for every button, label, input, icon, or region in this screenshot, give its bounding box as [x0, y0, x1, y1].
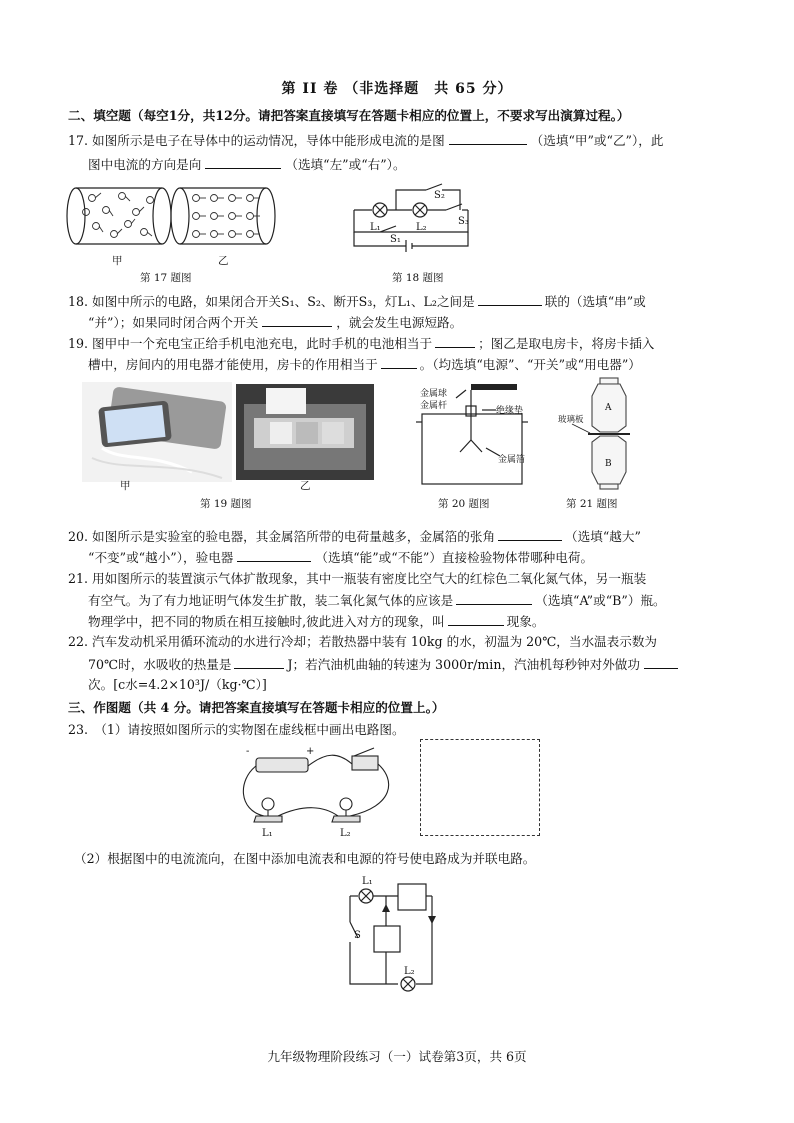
q22-text-a: 70℃时，水吸收的热量是 [88, 657, 232, 672]
part-title: 第 II 卷 （非选择题 共 65 分） [281, 81, 513, 97]
q18-line1 [68, 293, 646, 310]
q21-line1: 21. 用如图所示的装置演示气体扩散现象，其中一瓶装有密度比空气大的红棕色二氧化氮气体，另一瓶装 [68, 571, 647, 586]
q20-line1 [68, 528, 641, 545]
fig20-foil-label: 金属箔 [498, 455, 526, 465]
fig21-a-label: A [605, 403, 612, 413]
q20-text-d: （选填“能”或“不能”）直接检验物体带哪种电荷。 [315, 550, 594, 565]
q21-line3 [88, 613, 544, 630]
fig19-caption: 第 19 题图 [200, 498, 252, 510]
fig23b-circuit [336, 872, 456, 1000]
fig19-label-yi: 乙 [300, 480, 311, 492]
q17-blank-1[interactable] [449, 132, 527, 145]
q18-text-d: ，就会发生电源短路。 [336, 315, 463, 330]
fig20-pad-label: 绝缘垫 [496, 406, 524, 416]
q19-line2 [88, 356, 641, 373]
fig23b-s: S [354, 930, 361, 941]
q22-blank-2[interactable] [644, 656, 678, 669]
fig19-roomcard-photo [236, 384, 374, 480]
fig20-electroscope [412, 378, 542, 488]
fig19-powerbank-photo [82, 382, 232, 482]
q19-blank-1[interactable] [435, 335, 475, 348]
q21-text-c: 物理学中，把不同的物质在相互接触时,彼此进入对方的现象，叫 [88, 614, 445, 629]
q19-text-b: ；图乙是取电房卡，将房卡插入 [478, 336, 655, 351]
q21-text-b: （选填“A”或“B”）瓶。 [535, 593, 666, 608]
q22-line3: 次。[c水=4.2×10³J/（kg·℃）] [88, 677, 267, 692]
fig18-l1: L₁ [370, 222, 381, 233]
section3-header: 三、作图题（共 4 分。请把答案直接填写在答题卡相应的位置上。） [68, 700, 445, 715]
q21-line2 [88, 592, 666, 609]
q22-blank-1[interactable] [234, 656, 284, 669]
fig17-conductors [66, 182, 276, 264]
fig21-glass-label: 玻璃板 [558, 415, 584, 425]
fig20-rod-label: 金属杆 [420, 401, 448, 411]
fig18-caption: 第 18 题图 [392, 272, 444, 284]
q23-part2: （2）根据图中的电流流向，在图中添加电流表和电源的符号使电路成为并联电路。 [74, 851, 536, 866]
q21-blank-1[interactable] [456, 592, 532, 605]
q19-line1 [68, 335, 654, 352]
q17-line2 [88, 156, 406, 173]
fig19-label-jia: 甲 [120, 480, 131, 492]
q18-line2 [88, 314, 462, 331]
q22-text-b: J；若汽油机曲轴的转速为 3000r/min，汽油机每秒钟对外做功 [287, 657, 640, 672]
fig20-caption: 第 20 题图 [438, 498, 490, 510]
q21-blank-2[interactable] [448, 613, 504, 626]
q18-text-a: 18. 如图中所示的电路，如果闭合开关S₁、S₂、断开S₃，灯L₁、L₂之间是 [68, 294, 475, 309]
fig21-b-label: B [605, 459, 612, 469]
q17-text-d: （选填“左”或“右”）。 [285, 157, 406, 172]
fig17-label-right: 乙 [218, 255, 229, 267]
fig23a-plus: + [306, 746, 315, 757]
q20-text-b: （选填“越大” [565, 529, 641, 544]
q18-blank-2[interactable] [262, 314, 332, 327]
q18-text-c: “并”）；如果同时闭合两个开关 [88, 315, 259, 330]
q18-text-b: 联的（选填“串”或 [544, 294, 646, 309]
q19-text-a: 19. 图甲中一个充电宝正给手机电池充电，此时手机的电池相当于 [68, 336, 433, 351]
q20-line2 [88, 549, 593, 566]
q19-text-c: 槽中，房间内的用电器才能使用，房卡的作用相当于 [88, 357, 378, 372]
fig17-caption: 第 17 题图 [140, 272, 192, 284]
q17-text-c: 图中电流的方向是向 [88, 157, 202, 172]
q23-part1: 23. （1）请按照如图所示的实物图在虚线框中画出电路图。 [68, 722, 405, 737]
fig23b-l2: L₂ [404, 966, 415, 977]
fig23a-l2: L₂ [340, 828, 351, 839]
q20-text-c: “不变”或“越小”），验电器 [88, 550, 234, 565]
q20-blank-1[interactable] [498, 528, 562, 541]
q21-text-a: 有空气。为了有力地证明气体发生扩散，装二氧化氮气体的应该是 [88, 593, 454, 608]
q18-blank-1[interactable] [478, 293, 542, 306]
fig23b-l1: L₁ [362, 876, 373, 887]
fig18-circuit [350, 180, 480, 265]
fig18-s1: S₁ [390, 234, 401, 245]
q17-text-b: （选填“甲”或“乙”），此 [530, 133, 664, 148]
fig18-s2: S₂ [434, 190, 445, 201]
q19-text-d: 。（均选填“电源”、“开关”或“用电器”） [419, 357, 641, 372]
fig18-l2: L₂ [416, 222, 427, 233]
q21-text-d: 现象。 [506, 614, 545, 629]
q17-line1 [68, 132, 663, 149]
fig21-bottles [558, 378, 658, 490]
q22-line2 [88, 656, 678, 673]
q17-text-a: 17. 如图所示是电子在导体中的运动情况，导体中能形成电流的是图 [68, 133, 445, 148]
page-footer: 九年级物理阶段练习（一）试卷第3页，共 6页 [267, 1049, 527, 1064]
fig17-label-left: 甲 [112, 255, 123, 267]
section2-header: 二、填空题（每空1分，共12分。请把答案直接填写在答题卡相应的位置上，不要求写出演算过程。） [68, 108, 630, 123]
answer-dashed-box[interactable] [420, 739, 540, 836]
fig23a-physical-circuit [234, 744, 404, 840]
fig18-s3: S₃ [458, 216, 469, 227]
fig21-caption: 第 21 题图 [566, 498, 618, 510]
q17-blank-2[interactable] [205, 156, 281, 169]
q22-line1: 22. 汽车发动机采用循环流动的水进行冷却；若散热器中装有 10kg 的水，初温为 20℃，当水温表示数为 [68, 634, 658, 649]
fig20-ball-label: 金属球 [420, 389, 448, 399]
q19-blank-2[interactable] [381, 356, 417, 369]
fig23a-minus: - [246, 746, 250, 757]
q20-text-a: 20. 如图所示是实验室的验电器，其金属箔所带的电荷量越多，金属箔的张角 [68, 529, 496, 544]
fig23a-l1: L₁ [262, 828, 273, 839]
q20-blank-2[interactable] [237, 549, 311, 562]
